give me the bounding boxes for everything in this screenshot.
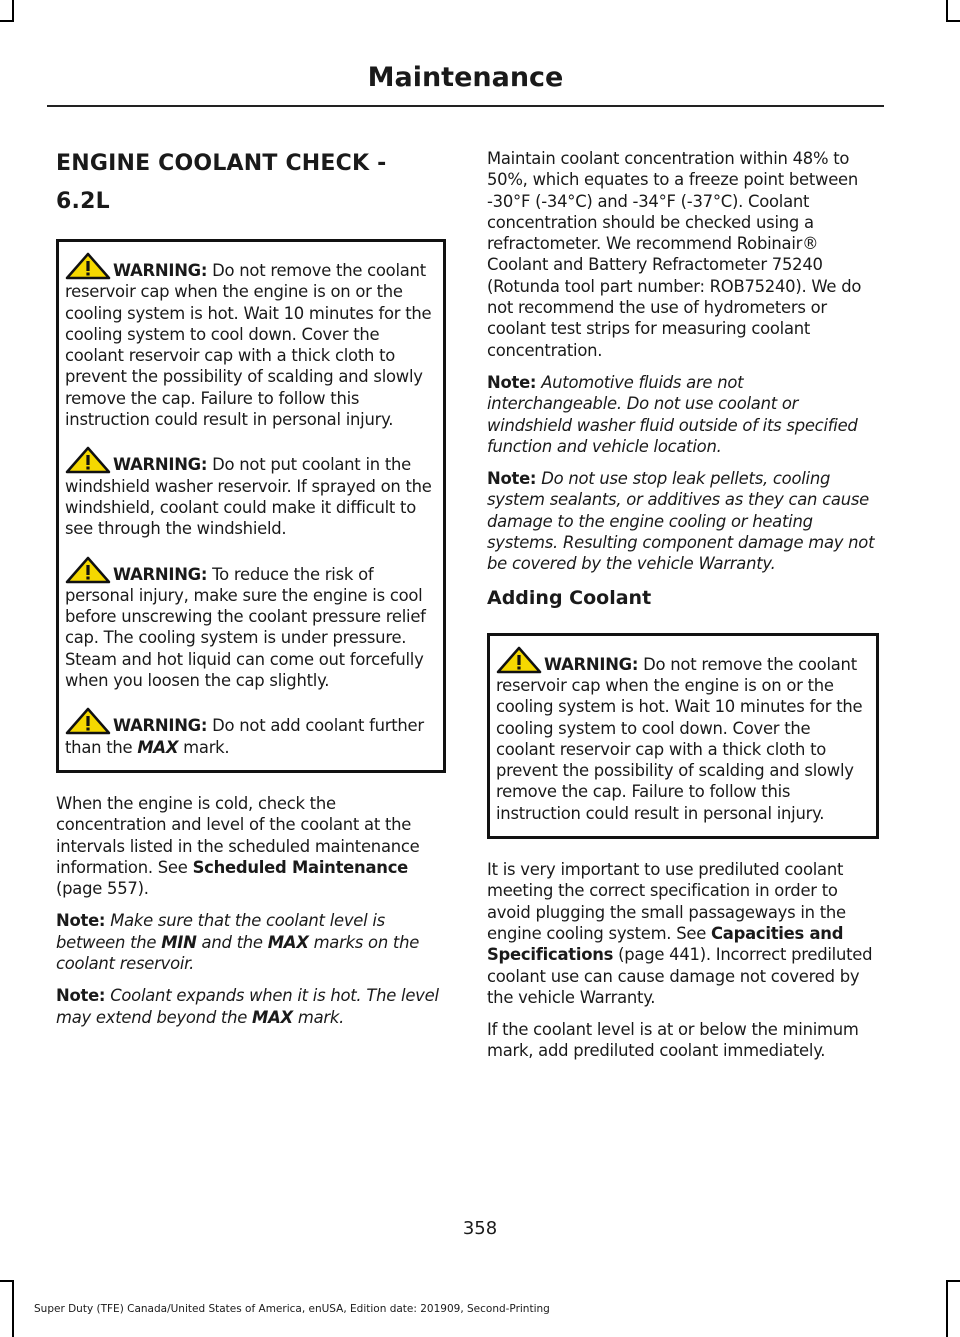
crop-mark-top-left-v: [12, 0, 14, 22]
note-text: mark.: [292, 1007, 345, 1027]
section-title: Maintenance: [367, 62, 564, 93]
page-heading: [56, 145, 446, 221]
warning-text: Do not add coolant further than the: [65, 716, 424, 757]
warning-text: To reduce the risk of personal injury, make sure the engine is cool before unscrewing the coolant pressure relief cap. The cooling system is under pressure. Steam and hot liquid can come out forcefully when you loosen the cap slightly.: [65, 564, 426, 691]
link-scheduled-maintenance[interactable]: Scheduled Maintenance: [192, 857, 409, 877]
warning-text: Do not remove the coolant reservoir cap when the engine is on or the cooling system is hot. Wait 10 minutes for the cooling system to cool down. Cover the coolant reservoir cap with a thick cloth to prevent the possibility of scalding and slowly remove the cap. Failure to follow this instruction could result in personal injury.: [65, 261, 432, 430]
crop-mark-bottom-left-h: [0, 1280, 14, 1282]
heading-line-1: ENGINE COOLANT CHECK -: [56, 151, 387, 176]
max-mark: MAX: [267, 932, 309, 952]
warning-label: WARNING:: [113, 261, 208, 280]
warning-box-left: [56, 239, 446, 773]
page-number: 358: [462, 1218, 498, 1239]
header-rule: [47, 105, 884, 107]
note-min-max: [56, 910, 446, 974]
note-text: marks on the coolant reservoir.: [56, 932, 420, 974]
note-text: Automotive fluids are not interchangeable. Do not use coolant or windshield washer fluid outside of its specified function and vehicle location.: [487, 372, 858, 456]
note-label: Note:: [56, 986, 106, 1006]
warning-label: WARNING:: [113, 455, 208, 475]
crop-mark-top-right-v: [946, 0, 948, 22]
crop-mark-bottom-right-v: [946, 1280, 948, 1337]
note-text: Make sure that the coolant level is between the: [56, 911, 385, 952]
crop-mark-top-left-h: [0, 20, 14, 22]
warning-3: [65, 556, 437, 692]
note-text: Do not use stop leak pellets, cooling system sealants, or additives as they can cause damage to the engine cooling or heating systems. Resulting component damage may not be covered by the vehicle Warranty.: [487, 469, 875, 574]
warning-box-right: [487, 633, 879, 839]
warning-triangle-icon: [65, 446, 111, 474]
note-stop-leak: [487, 468, 879, 574]
min-mark: MIN: [161, 932, 197, 952]
paragraph-concentration: Maintain coolant concentration within 48% to 50%, which equates to a freeze point between -30°F (-34°C) and -34°F (-37°C). Coolant concentration should be checked using a refractometer. We recommend Robinair® Coolant and Battery Refractometer 75240 (Rotunda tool part number: ROB75240). We do not recommend the use of hydrometers or coolant test strips for measuring coolant concentration.: [487, 149, 862, 360]
warning-text: Do not put coolant in the windshield washer reservoir. If sprayed on the windshield, coolant could make it difficult to see through the windshield.: [65, 455, 432, 539]
paragraph-minimum-mark: If the coolant level is at or below the minimum mark, add prediluted coolant immediately.: [487, 1020, 859, 1061]
link-capacities-specifications[interactable]: Capacities and Specifications: [487, 923, 844, 965]
note-fluids: [487, 372, 879, 457]
paragraph-text: It is very important to use prediluted coolant meeting the correct specification in order to avoid plugging the small passageways in the engine cooling system. See: [487, 860, 846, 943]
paragraph-text: When the engine is cold, check the concentration and level of the coolant at the intervals listed in the scheduled maintenance information. See: [56, 793, 420, 877]
note-label: Note:: [487, 469, 537, 489]
left-column: [56, 145, 446, 1039]
warning-triangle-icon: [65, 707, 111, 735]
note-expands: [56, 985, 446, 1028]
warning-4: [65, 707, 437, 758]
edition-footer: Super Duty (TFE) Canada/United States of America, enUSA, Edition date: 201909, Second-Printing: [34, 1303, 550, 1315]
warning-adding: [496, 646, 870, 824]
note-text: Coolant expands when it is hot. The level may extend beyond the: [56, 986, 439, 1027]
max-mark: MAX: [252, 1007, 293, 1027]
warning-label: WARNING:: [113, 564, 208, 584]
paragraph-check-coolant: [56, 793, 446, 899]
warning-text-end: mark.: [178, 737, 230, 757]
crop-mark-top-right-h: [946, 20, 960, 22]
warning-triangle-icon: [65, 252, 111, 280]
warning-triangle-icon: [496, 646, 542, 674]
warning-label: WARNING:: [544, 654, 639, 674]
warning-text: Do not remove the coolant reservoir cap when the engine is on or the cooling system is hot. Wait 10 minutes for the cooling system to cool down. Cover the coolant reservoir cap with a thick cloth to prevent the possibility of scalding and slowly remove the cap. Failure to follow this instruction could result in personal injury.: [496, 654, 863, 823]
note-text: and the: [196, 932, 268, 952]
note-label: Note:: [487, 372, 537, 392]
crop-mark-bottom-left-v: [12, 1280, 14, 1337]
warning-label: WARNING:: [113, 716, 208, 736]
note-label: Note:: [56, 911, 106, 931]
paragraph-text: (page 441). Incorrect prediluted coolant use can cause damage not covered by the vehicle Warranty.: [487, 945, 873, 1007]
heading-line-2: 6.2L: [56, 189, 110, 214]
paragraph-prediluted: [487, 859, 879, 1008]
paragraph-page-ref: (page 557).: [56, 879, 149, 899]
warning-2: [65, 446, 437, 539]
subheading-adding-coolant: Adding Coolant: [487, 586, 652, 609]
warning-triangle-icon: [65, 556, 111, 584]
max-mark: MAX: [137, 737, 179, 757]
crop-mark-bottom-right-h: [946, 1280, 960, 1282]
right-column: [487, 148, 879, 1073]
warning-1: [65, 252, 437, 430]
